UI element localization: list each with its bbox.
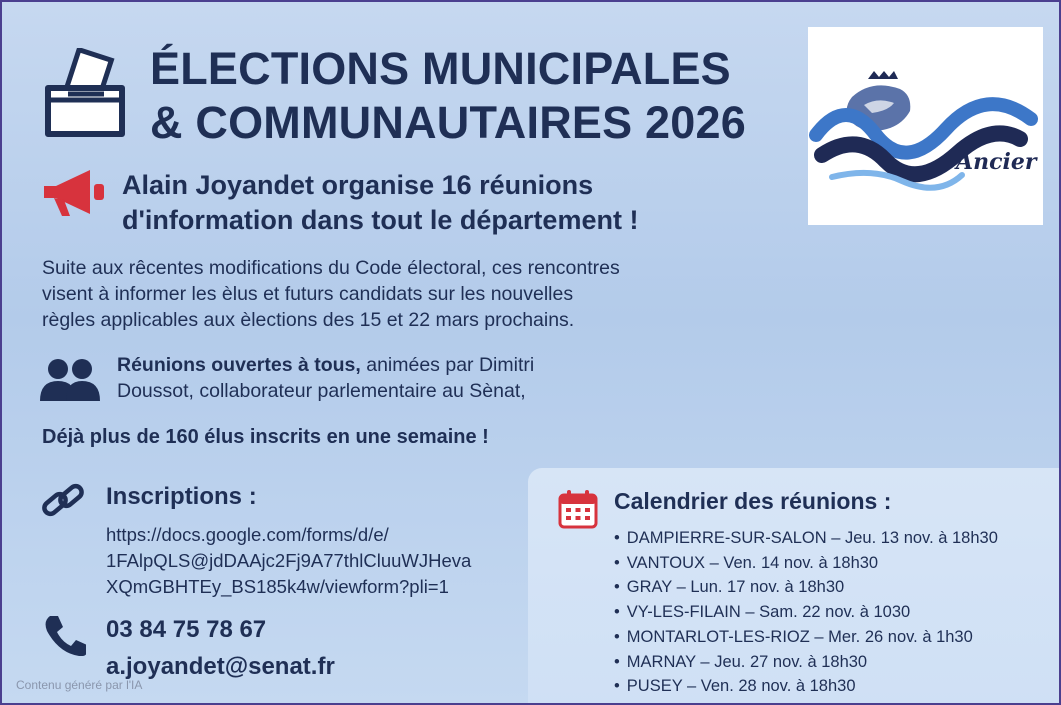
inscriptions-title: Inscriptions : bbox=[106, 483, 257, 510]
headline bbox=[122, 168, 638, 238]
url-line-3[interactable]: XQmGBHTEy_BS185k4w/viewform?pli=1 bbox=[106, 576, 449, 597]
logo-text: Ancier bbox=[956, 149, 1037, 175]
ai-generated-note: Contenu généré par l'IA bbox=[16, 678, 143, 692]
url-line-2[interactable]: 1FAlpQLS@jdDAAjc2Fj9A77thlCluuWJHeva bbox=[106, 550, 472, 571]
link-icon bbox=[40, 480, 86, 522]
url-line-1[interactable]: https://docs.google.com/forms/d/e/ bbox=[106, 524, 389, 545]
open-meetings-rest: animées par Dimitri bbox=[360, 354, 535, 376]
ballot-box-icon bbox=[42, 48, 128, 138]
open-meetings-text bbox=[117, 352, 534, 404]
people-icon bbox=[38, 357, 102, 403]
title-line-2: & COMMUNAUTAIRES 2026 bbox=[150, 97, 746, 148]
megaphone-icon bbox=[40, 164, 106, 222]
phone-number[interactable]: 03 84 75 78 67 bbox=[106, 616, 267, 643]
ancier-logo bbox=[808, 27, 1043, 225]
open-meetings-line-1 bbox=[117, 352, 534, 378]
email-address[interactable]: a.joyandet@senat.fr bbox=[106, 653, 335, 680]
intro-line-2: visent à informer les èlus et futurs candidats sur les nouvelles bbox=[42, 283, 574, 305]
registration-url[interactable] bbox=[106, 522, 471, 600]
logo-graphic bbox=[808, 27, 1043, 225]
intro-line-1: Suite aux rêcentes modifications du Code électoral, ces rencontres bbox=[42, 257, 620, 279]
registrations-count-text: Déjà plus de 160 élus inscrits en une semaine ! bbox=[42, 426, 489, 448]
calendar-item: • DAMPIERRE-SUR-SALON – Jeu. 13 nov. à 18h30 bbox=[614, 526, 998, 551]
headline-line-1: Alain Joyandet organise 16 réunions bbox=[122, 170, 594, 200]
page-title bbox=[150, 42, 746, 150]
calendar-item: • MARNAY – Jeu. 27 nov. à 18h30 bbox=[614, 650, 998, 675]
calendar-icon bbox=[557, 489, 599, 529]
title-line-1: ÉLECTIONS MUNICIPALES bbox=[150, 43, 731, 94]
calendar-item: • MONTARLOT-LES-RIOZ – Mer. 26 nov. à 1h30 bbox=[614, 625, 998, 650]
open-meetings-bold: Réunions ouvertes à tous, bbox=[117, 354, 361, 376]
calendar-item: • GRAY – Lun. 17 nov. à 18h30 bbox=[614, 575, 998, 600]
open-meetings-line-2: Doussot, collaborateur parlementaire au Sènat, bbox=[117, 380, 526, 402]
calendar-title: Calendrier des réunions : bbox=[614, 488, 892, 514]
phone-icon bbox=[42, 612, 86, 656]
intro-line-3: règles applicables aux èlections des 15 et 22 mars prochains. bbox=[42, 309, 575, 331]
calendar-item: • PUSEY – Ven. 28 nov. à 18h30 bbox=[614, 674, 998, 699]
intro-paragraph bbox=[42, 255, 620, 333]
calendar-item: • VANTOUX – Ven. 14 nov. à 18h30 bbox=[614, 551, 998, 576]
calendar-list bbox=[614, 526, 998, 699]
calendar-item: • VY-LES-FILAIN – Sam. 22 nov. à 1030 bbox=[614, 600, 998, 625]
headline-line-2: d'information dans tout le département ! bbox=[122, 205, 639, 235]
